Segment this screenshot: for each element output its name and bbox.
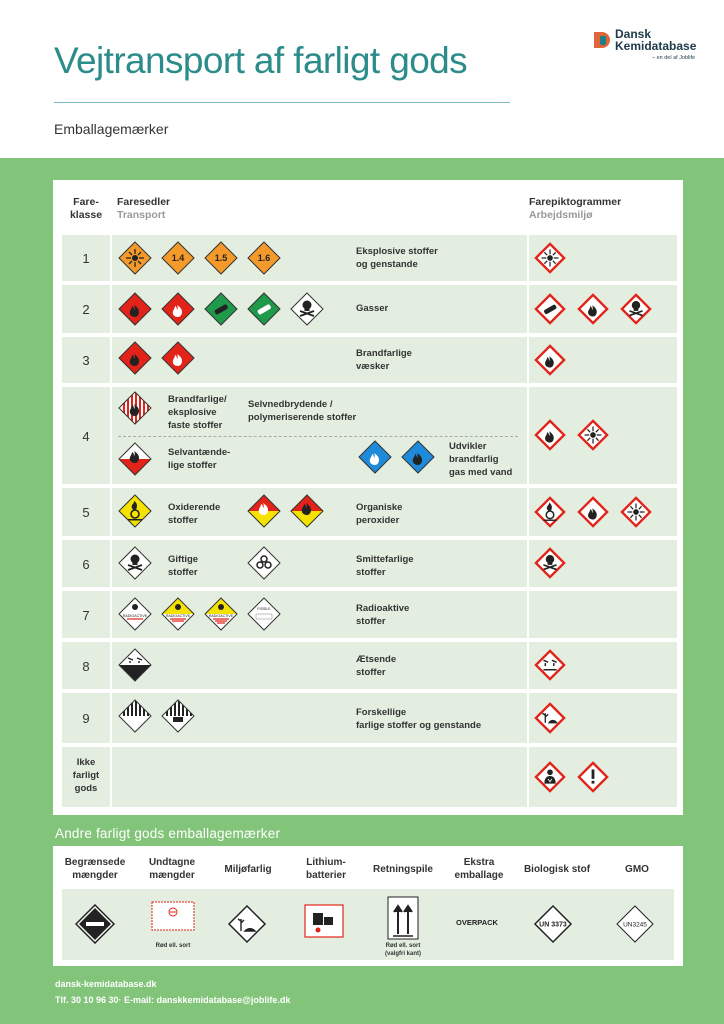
overpack-mark: OVERPACK — [456, 918, 498, 927]
other-header-environment: Miljøfarlig — [224, 864, 272, 875]
explosive-sign-1-4 — [161, 241, 195, 275]
toxic-sign — [118, 546, 152, 580]
pictogram-cell — [527, 387, 677, 484]
flammable-gas-sign-white — [161, 292, 195, 326]
biological-mark-text: UN 3373 — [539, 921, 567, 929]
class-number: 7 — [82, 608, 90, 623]
other-header-overpack: Ekstra emballage — [454, 857, 504, 881]
ghs-flame-icon — [577, 293, 609, 325]
sign-text: 1.6 — [257, 253, 271, 263]
lithium-battery-mark — [304, 904, 344, 938]
logo-line1: Dansk — [615, 27, 652, 41]
limited-quantity-mark — [75, 904, 115, 944]
sign-text: 1.5 — [214, 253, 228, 263]
biological-substance-mark — [533, 904, 573, 944]
ghs-skull-icon — [534, 547, 566, 579]
radioactive-sign-3 — [204, 597, 238, 631]
logo-line2: Kemidatabase — [615, 39, 697, 53]
orientation-arrows-mark — [387, 896, 419, 940]
row-label: Radioaktive stoffer — [356, 603, 410, 627]
ghs-flame-icon — [577, 496, 609, 528]
pictogram-cell — [527, 747, 677, 807]
row-class-3 — [62, 337, 677, 383]
logo — [592, 26, 712, 70]
row-class-5 — [62, 488, 677, 536]
pictogram-cell — [527, 642, 677, 689]
flammable-liquid-sign-white — [161, 341, 195, 375]
organic-peroxide-sign-dark — [290, 494, 324, 528]
sign-text: 1.4 — [171, 253, 185, 263]
row-label-c: Selvantænde- lige stoffer — [168, 447, 231, 471]
class-number: 6 — [82, 557, 90, 572]
labels-table — [53, 180, 683, 815]
flammable-liquid-sign — [118, 341, 152, 375]
infectious-sign — [247, 546, 281, 580]
footer-website[interactable]: dansk-kemidatabase.dk — [55, 979, 157, 989]
other-labels-table — [53, 846, 683, 966]
sign-text: RADIOACTIVE — [165, 614, 191, 618]
explosive-sign-1-6 — [247, 241, 281, 275]
row-class-7 — [62, 591, 677, 638]
class-number: 9 — [82, 711, 90, 726]
row-class-9 — [62, 693, 677, 743]
ghs-flame-icon — [534, 419, 566, 451]
ghs-skull-icon — [620, 293, 652, 325]
page-title: Vejtransport af farligt gods — [54, 40, 468, 81]
row-label-b: Smittefarlige stoffer — [356, 554, 414, 578]
nonflammable-gas-sign — [204, 292, 238, 326]
class-number: 5 — [82, 505, 90, 520]
row-class-8 — [62, 642, 677, 689]
explosive-sign-1-5 — [204, 241, 238, 275]
pictogram-cell — [527, 540, 677, 587]
row-label-a: Brandfarlige/ eksplosive faste stoffer — [168, 394, 227, 431]
row-class-4 — [62, 387, 677, 484]
other-header-limited: Begrænsede mængder — [64, 857, 126, 881]
flammable-gas-sign — [118, 292, 152, 326]
dangerous-when-wet-sign-dark — [401, 440, 435, 474]
pictogram-cell — [527, 693, 677, 743]
pictogram-cell — [527, 591, 677, 638]
environment-hazard-mark — [227, 904, 267, 944]
row-class-1 — [62, 235, 677, 281]
flammable-solid-sign — [118, 391, 152, 425]
row-class-6 — [62, 540, 677, 587]
ghs-exclamation-icon — [577, 761, 609, 793]
organic-peroxide-sign — [247, 494, 281, 528]
not-dangerous-label: Ikke farligt gods — [72, 757, 100, 794]
pictogram-cell — [527, 488, 677, 536]
toxic-gas-sign — [290, 292, 324, 326]
col-header-pictograms: Farepiktogrammer Arbejdsmiljø — [529, 196, 622, 221]
row-label-a: Oxiderende stoffer — [168, 502, 221, 526]
class-number: 8 — [82, 659, 90, 674]
class-number: 2 — [82, 302, 90, 317]
row-label: Gasser — [356, 303, 389, 314]
excepted-quantity-mark — [151, 901, 195, 931]
sign-text: FISSILE — [257, 607, 271, 611]
row-label: Forskellige farlige stoffer og genstande — [356, 707, 482, 731]
pictogram-cell — [527, 337, 677, 383]
ghs-flame-icon — [534, 344, 566, 376]
ghs-gas-cylinder-icon — [534, 293, 566, 325]
nonflammable-gas-sign-white — [247, 292, 281, 326]
orientation-arrows-note: Rød ell. sort (valgfri kant) — [384, 943, 421, 957]
header — [0, 0, 724, 158]
gmo-mark — [615, 904, 655, 944]
logo-mark-icon — [592, 28, 612, 48]
fissile-sign — [247, 597, 281, 631]
class-number: 1 — [82, 251, 90, 266]
explosive-sign-1 — [118, 241, 152, 275]
other-header-excepted: Undtagne mængder — [148, 857, 196, 881]
other-labels-title: Andre farligt gods emballagemærker — [55, 826, 281, 841]
row-label: Brandfarlige væsker — [356, 348, 412, 372]
row-label-b: Selvnedbrydende / polymeriserende stoffer — [248, 399, 357, 423]
ghs-explosive-icon — [620, 496, 652, 528]
col-header-class: Fare- klasse — [69, 196, 103, 221]
other-header-arrows: Retningspile — [372, 864, 433, 875]
footer-contact: Tlf. 30 10 96 30· E-mail: danskkemidatabase@joblife.dk — [55, 995, 291, 1005]
row-label: Ætsende stoffer — [356, 654, 397, 678]
ghs-corrosive-icon — [534, 649, 566, 681]
gmo-mark-text: UN3245 — [623, 921, 647, 929]
row-label-a: Giftige stoffer — [168, 554, 199, 578]
ghs-health-hazard-icon — [534, 761, 566, 793]
misc-dangerous-sign — [118, 699, 152, 733]
row-label: Eksplosive stoffer og genstande — [356, 246, 438, 270]
radioactive-sign-1 — [118, 597, 152, 631]
row-label-b: Organiske peroxider — [356, 502, 403, 526]
oxidizer-sign — [118, 494, 152, 528]
other-header-lithium: Lithium- batterier — [305, 857, 346, 881]
lithium-battery-sign — [161, 699, 195, 733]
class-number: 4 — [82, 429, 90, 444]
col-header-labels: Faresedler Transport — [117, 196, 171, 221]
title-divider — [54, 102, 510, 103]
pictogram-cell — [527, 285, 677, 333]
corrosive-sign — [118, 648, 152, 682]
dangerous-when-wet-sign — [358, 440, 392, 474]
sign-text: RADIOACTIVE — [208, 614, 234, 618]
sign-text: RADIOACTIVE — [122, 614, 148, 618]
ghs-oxidizer-icon — [534, 496, 566, 528]
radioactive-sign-2 — [161, 597, 195, 631]
other-header-biological: Biologisk stof — [523, 864, 591, 875]
class-number: 3 — [82, 353, 90, 368]
row-class-2 — [62, 285, 677, 333]
row-not-dangerous — [62, 747, 677, 807]
spontaneously-combustible-sign — [118, 442, 152, 476]
page-subtitle: Emballagemærker — [54, 121, 169, 137]
pictogram-cell — [527, 235, 677, 281]
ghs-explosive-icon — [534, 242, 566, 274]
row-label-d: Udvikler brandfarlig gas med vand — [449, 441, 513, 478]
logo-tagline: – en del af Joblife — [652, 55, 696, 61]
ghs-explosive-icon — [577, 419, 609, 451]
ghs-environment-icon — [534, 702, 566, 734]
excepted-quantity-note: Rød ell. sort — [155, 943, 191, 949]
other-header-gmo: GMO — [625, 864, 649, 875]
